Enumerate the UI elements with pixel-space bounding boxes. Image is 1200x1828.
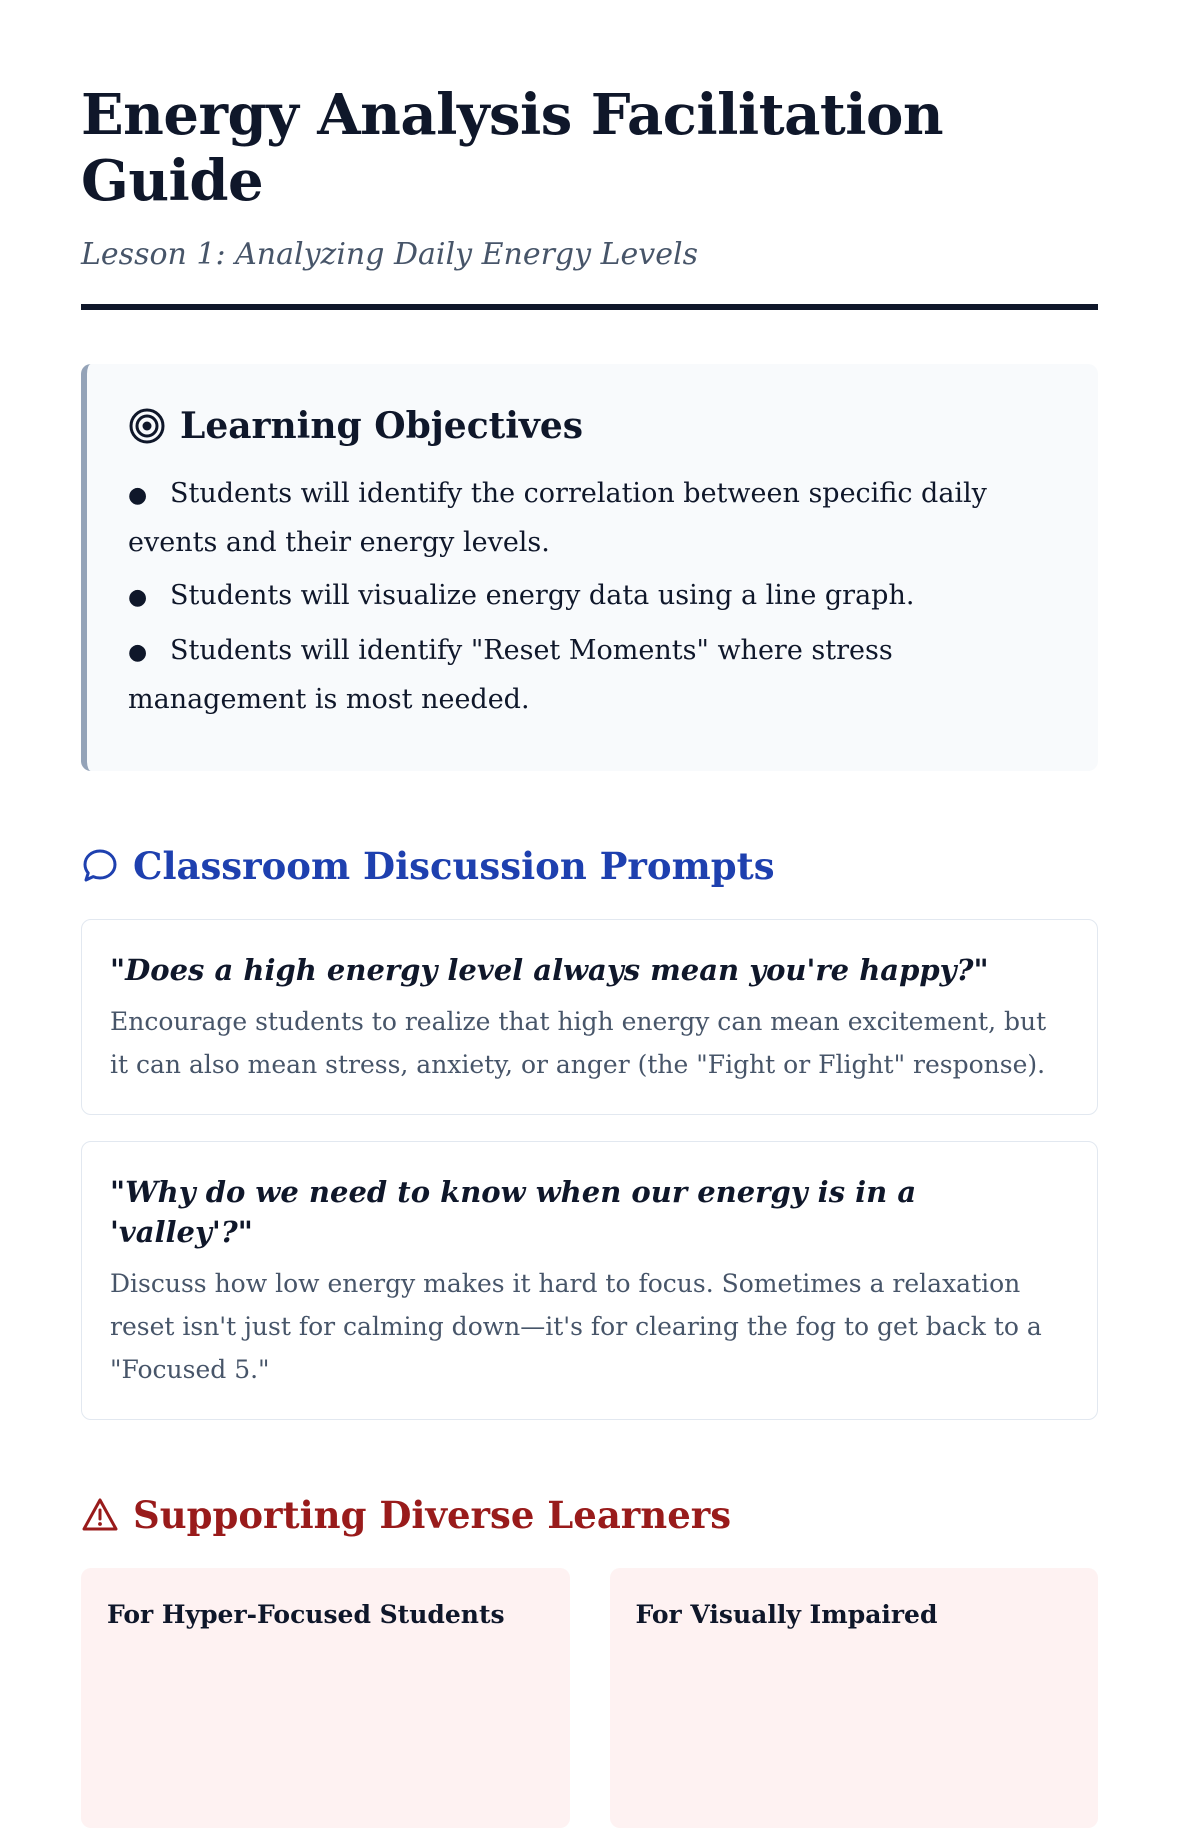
prompt-guidance: Encourage students to realize that high energy can mean excitement, but it can also mean stress, anxiety, or anger (the "Fight or Flight" response).: [110, 1007, 1047, 1079]
learner-card: [610, 1568, 1099, 1828]
header-divider: [81, 304, 1098, 310]
discussion-prompt-card: [81, 919, 1098, 1115]
discussion-header: [81, 843, 1098, 889]
objective-text: Students will visualize energy data using a line graph.: [170, 580, 915, 611]
objectives-header: [128, 404, 1058, 448]
objective-item: ● Students will visualize energy data using a line graph.: [128, 580, 915, 611]
learners-header: [81, 1492, 1098, 1538]
discussion-prompt-card: [81, 1141, 1098, 1420]
page-title: Energy Analysis Facilitation Guide: [81, 82, 944, 214]
objectives-list: [128, 470, 1058, 723]
objective-text: Students will identify "Reset Moments" where stress management is most needed.: [128, 635, 893, 715]
objective-item: ● Students will identify the correlation between specific daily events and their energy levels.: [128, 478, 987, 558]
learner-card-title: For Hyper-Focused Students: [107, 1600, 505, 1629]
prompt-question: "Why do we need to know when our energy is in a 'valley'?": [110, 1175, 917, 1249]
page-subtitle: Lesson 1: Analyzing Daily Energy Levels: [81, 237, 698, 272]
discussion-heading: Classroom Discussion Prompts: [133, 844, 775, 888]
learner-card-title: For Visually Impaired: [635, 1600, 938, 1629]
objective-text: Students will identify the correlation between specific daily events and their energy levels.: [128, 478, 987, 558]
warning-triangle-icon: [81, 1496, 119, 1534]
prompt-question: "Does a high energy level always mean you're happy?": [110, 953, 989, 987]
learning-objectives-panel: [81, 364, 1098, 771]
objective-item: ● Students will identify "Reset Moments" where stress management is most needed.: [128, 635, 893, 715]
target-icon: [128, 407, 166, 445]
objectives-heading: Learning Objectives: [180, 405, 584, 447]
prompt-guidance: Discuss how low energy makes it hard to focus. Sometimes a relaxation reset isn't just for calming down—it's for clearing the fog to get back to a "Focused 5.": [110, 1269, 1042, 1384]
learners-heading: Supporting Diverse Learners: [133, 1493, 732, 1537]
learners-grid: [81, 1568, 1098, 1828]
speech-bubble-icon: [81, 847, 119, 885]
learner-card: [81, 1568, 570, 1828]
